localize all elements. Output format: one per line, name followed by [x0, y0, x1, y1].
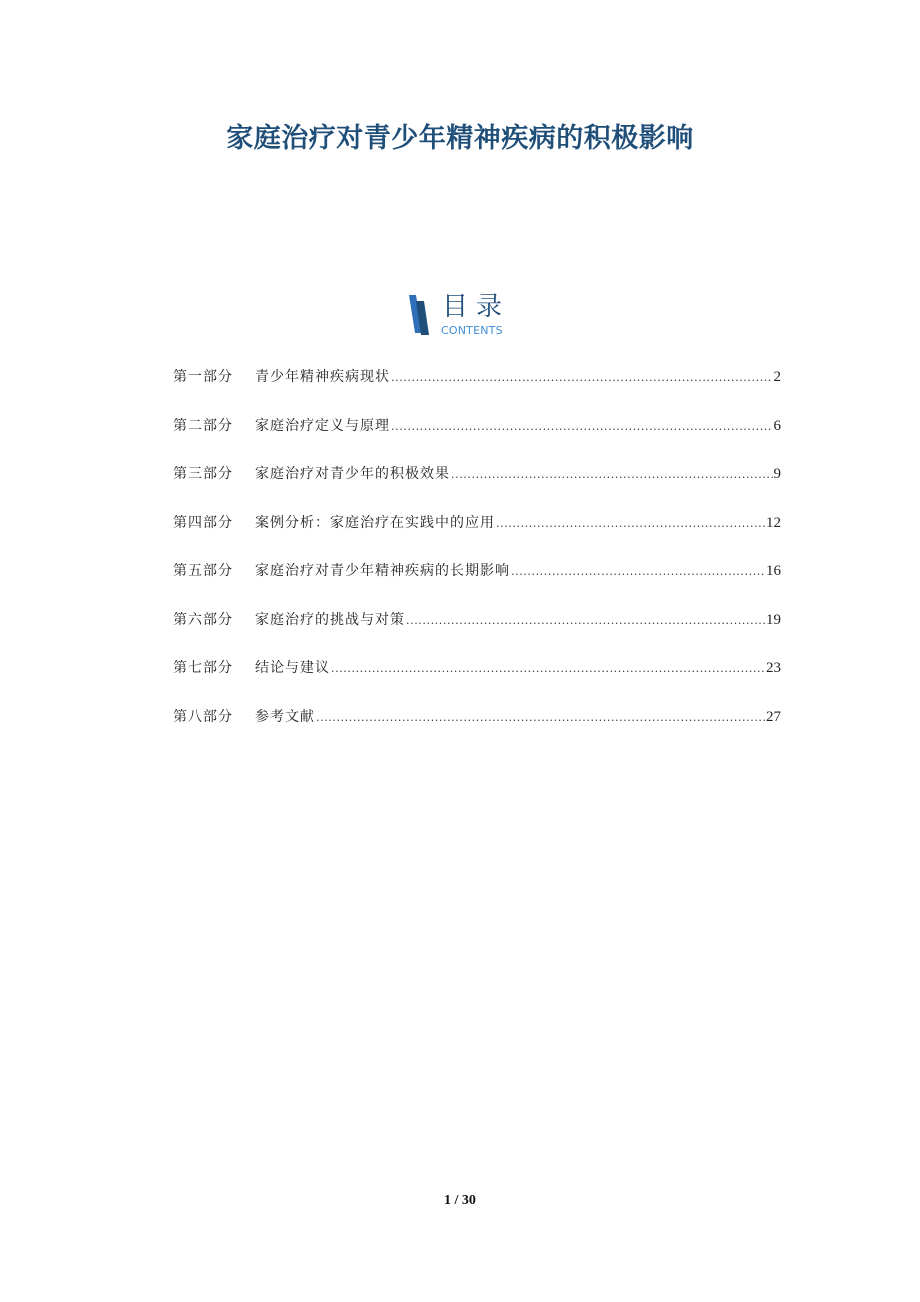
- toc-list: [173, 366, 781, 754]
- toc-entry-part: 第一部分: [173, 369, 233, 385]
- toc-dot-leader: [511, 565, 765, 578]
- toc-entry[interactable]: [173, 706, 781, 755]
- toc-entry-title: 结论与建议: [255, 660, 330, 676]
- page-indicator: 1 / 30: [444, 1193, 476, 1208]
- toc-entry-page: 27: [766, 708, 781, 725]
- toc-entry[interactable]: [173, 657, 781, 706]
- toc-entry-title: 家庭治疗对青少年的积极效果: [255, 466, 450, 482]
- toc-dot-leader: [331, 662, 765, 675]
- toc-entry-page: 19: [766, 611, 781, 628]
- toc-entry-page: 9: [773, 466, 781, 482]
- document-title: 家庭治疗对青少年精神疾病的积极影响: [226, 123, 694, 154]
- toc-entry[interactable]: [173, 512, 781, 561]
- toc-entry-page: 12: [766, 514, 781, 531]
- toc-entry-page: 16: [766, 563, 781, 579]
- toc-entry-title: 案例分析：家庭治疗在实践中的应用: [255, 514, 495, 531]
- toc-entry-part: 第四部分: [173, 514, 233, 531]
- toc-logo-icon: [407, 295, 433, 335]
- toc-entry-part: 第二部分: [173, 417, 233, 434]
- toc-dot-leader: [496, 517, 765, 530]
- toc-entry-title: 家庭治疗定义与原理: [255, 417, 390, 434]
- toc-entry[interactable]: [173, 415, 781, 464]
- toc-dot-leader: [391, 371, 773, 384]
- toc-entry-part: 第八部分: [173, 708, 233, 725]
- toc-entry[interactable]: [173, 560, 781, 609]
- toc-entry-part: 第六部分: [173, 611, 233, 628]
- toc-entry-title: 青少年精神疾病现状: [255, 369, 390, 385]
- toc-entry-part: 第五部分: [173, 563, 233, 579]
- toc-dot-leader: [391, 420, 773, 433]
- toc-dot-leader: [316, 711, 765, 724]
- toc-entry-page: 6: [773, 417, 781, 434]
- toc-entry-page: 2: [773, 369, 781, 385]
- toc-entry[interactable]: [173, 463, 781, 512]
- toc-heading: 目录: [442, 292, 511, 322]
- toc-entry-part: 第七部分: [173, 660, 233, 676]
- toc-entry[interactable]: [173, 366, 781, 415]
- toc-entry-title: 家庭治疗的挑战与对策: [255, 611, 405, 628]
- toc-entry-part: 第三部分: [173, 466, 233, 482]
- toc-entry-title: 参考文献: [255, 708, 315, 725]
- toc-entry-page: 23: [766, 660, 781, 676]
- toc-entry-title: 家庭治疗对青少年精神疾病的长期影响: [255, 563, 510, 579]
- toc-dot-leader: [406, 614, 765, 627]
- toc-header: [407, 293, 527, 341]
- toc-entry[interactable]: [173, 609, 781, 658]
- toc-subheading: CONTENTS: [441, 324, 503, 337]
- toc-dot-leader: [451, 468, 773, 481]
